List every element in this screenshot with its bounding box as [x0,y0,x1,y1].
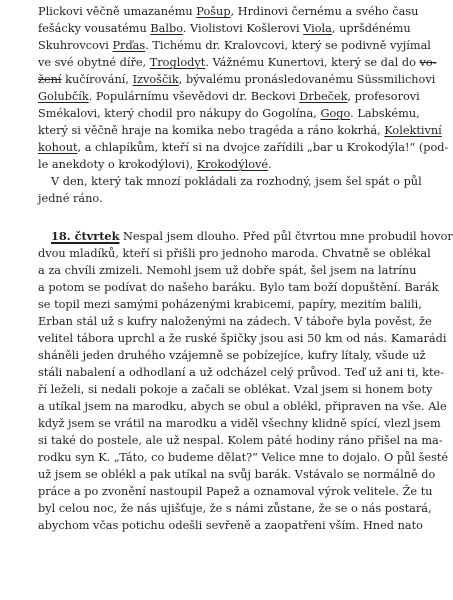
struck-text: žení [38,73,62,86]
nickname: Golubčík [38,90,89,103]
text-run: kučírování, [61,73,133,86]
nickname: Drbeček [299,90,348,103]
nickname: Viola [303,22,332,35]
text-line [38,20,411,37]
text-line: když jsem se vrátil na marodku a viděl všechny klidně spící, vlezl jsem [38,417,441,430]
text-line: ří leželi, si nedali pokoje a začali se oblékat. Vzal jsem si honem boty [38,383,433,396]
nickname: Kolektivní [384,124,442,137]
text-line [38,54,437,71]
text-line [38,156,394,173]
text-run: , bývalému pronásledovanému Süssmilichovi [178,73,436,86]
text-line [38,88,420,105]
text-line: velitel tábora uprchl a že ruské špičky jsou asi 50 km od nás. Kamarádi [38,332,447,345]
text-run: . Populárnímu vševědovi dr. Beckovi [88,90,300,103]
text-line: dvou mladíků, kteří si přišli pro jednoho maroda. Chvatně se oblékal [38,247,431,260]
text-line: si také do postele, ale už nespal. Kolem páté hodiny ráno přišel na ma- [38,434,443,447]
text-line: a potom se podívat do našeho baráku. Bylo tam boží dopuštění. Barák [38,281,439,294]
text-run: který si věčně hraje na komika nebo tragéda a ráno kokrhá, [38,124,385,137]
text-line [38,105,420,122]
text-line: jedné ráno. [38,192,103,205]
text-line: a utíkal jsem na marodku, abych se obul a oblékl, připraven na vše. Ale [38,400,447,413]
text-line: práce a po zvonění nastoupil Papež a oznamoval výrok velitele. Že tu [38,485,433,498]
text-run: , profesorovi [347,90,420,103]
nickname: kohout [38,141,78,154]
text-run: fešácky vousatému [38,22,151,35]
nickname: Troglodyt [149,56,206,69]
nickname: Prďas [112,39,146,52]
text-run: . [268,158,272,171]
text-run: . Violistovi Košlerovi [182,22,304,35]
text-line: V den, který tak mnozí pokládali za rozhodný, jsem šel spát o půl [51,175,422,188]
text-line [51,228,453,245]
text-run: . Vážnému Kunertovi, který se dal do [205,56,420,69]
nickname: Pošup [196,5,231,18]
text-line [38,3,419,20]
nickname: Gogo [320,107,351,120]
text-line: sháněli jeden druhého vzájemně se pobízejíce, kufry lítaly, všude už [38,349,426,362]
text-line: Erban stál už s kufry naloženými na zádech. V táboře byla pověst, že [38,315,432,328]
text-run: ve své obytné díře, [38,56,150,69]
text-line: abychom včas potichu odešli sevřeně a zaopatřeni vším. Hned nato [38,519,423,532]
text-run: le anekdoty o krokodýlovi), [38,158,197,171]
text-run: , upršdénému [331,22,411,35]
text-line: rodku syn K. „Táto, co budeme dělat?“ Velice mne to dojalo. O půl šesté [38,451,449,464]
text-run: , Hrdinovi černému a svého času [230,5,419,18]
text-line: už jsem se oblékl a pak utíkal na svůj barák. Vstávalo se normálně do [38,468,436,481]
text-run: Smékalovi, který chodil pro nákupy do Gogolína, [38,107,321,120]
nickname: Balbo [150,22,183,35]
text-line [38,71,436,88]
text-run: . Labskému, [350,107,420,120]
text-line [38,37,431,54]
text-line: a za chvíli zmizeli. Nemohl jsem už dobře spát, šel jsem na latrínu [38,264,417,277]
text-run: Nespal jsem dlouho. Před půl čtvrtou mne probudil hovor [119,230,453,243]
text-line: se topil mezi samými poházenými krabicemi, papíry, mezitím balili, [38,298,422,311]
nickname: Krokodýlové [196,158,269,171]
text-line: stáli nabalení a odhodlaní a už odcházel celý průvod. Teď už ani ti, kte- [38,366,445,379]
text-line [38,122,442,139]
nickname: Izvoščik [132,73,179,86]
text-run: Skuhrovcovi [38,39,113,52]
text-line: byl celou noc, že nás ujišťuje, že s námi zůstane, že se o nás postará, [38,502,432,515]
text-run: Plickovi věčně umazanému [38,5,197,18]
entry-heading: 18. čtvrtek [51,229,120,243]
struck-text: vo- [419,56,437,69]
text-line [38,139,449,156]
text-run: , a chlapíkům, kteří si na dvojce zařídili „bar u Krokodýla!“ (pod- [77,141,449,154]
text-run: . Tichému dr. Kralovcovi, který se podivně vyjímal [145,39,431,52]
